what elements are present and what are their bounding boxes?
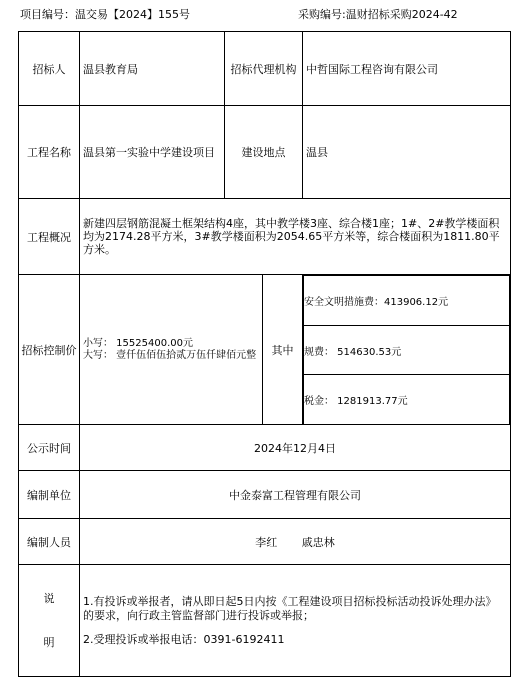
agency-label: 招标代理机构 [225,32,303,106]
note-item-2: 2.受理投诉或举报电话：0391-6192411 [83,632,285,646]
purchase-number: 采购编号:温财招标采购2024-42 [298,8,458,21]
project-number: 项目编号：温交易【2024】155号 [20,8,190,21]
regulation-fee: 规费： 514630.53元 [304,326,510,375]
row-overview [19,199,511,275]
row-project-name [19,106,511,199]
tenderer-label: 招标人 [19,32,80,106]
agency-value: 中哲国际工程咨询有限公司 [303,32,511,106]
control-price-label: 招标控制价 [19,275,80,425]
tender-info-table [18,31,511,677]
overview-value: 新建四层钢筋混凝土框架结构4座，其中教学楼3座、综合楼1座；1#、2#教学楼面积均为2174.28平方米，3#教学楼面积为2054.65平方米等，综合楼面积为1811.80平方米。 [80,199,511,275]
location-label: 建设地点 [225,106,303,199]
fee-breakdown-table [303,275,510,424]
notes-label [19,565,80,677]
tax-amount: 税金： 1281913.77元 [304,375,510,424]
publicity-label: 公示时间 [19,425,80,471]
notes-label-char-2: 明 [43,635,55,649]
compiler-value: 中金泰富工程管理有限公司 [80,471,511,519]
row-publicity [19,425,511,471]
safety-fee: 安全文明措施费：413906.12元 [304,276,510,326]
fee-breakdown [303,275,511,425]
staff-label: 编制人员 [19,519,80,565]
project-name-value: 温县第一实验中学建设项目 [80,106,225,199]
staff-value: 李红 戚忠林 [80,519,511,565]
compiler-label: 编制单位 [19,471,80,519]
row-notes [19,565,511,677]
row-staff [19,519,511,565]
note-item-1: 1.有投诉或举报者，请从即日起5日内按《工程建设项目招标投标活动投诉处理办法》的要求，向行政主管监督部门进行投诉或举报； [83,594,497,622]
tenderer-value: 温县教育局 [80,32,225,106]
notes-label-char-1: 说 [43,591,55,605]
among-label: 其中 [263,275,303,425]
publicity-value: 2024年12月4日 [80,425,511,471]
row-control-price [19,275,511,425]
row-compiler [19,471,511,519]
control-price-small: 小写： 15525400.00元 [83,337,193,349]
row-tenderer [19,32,511,106]
notes-content [80,565,511,677]
control-price-value [80,275,263,425]
control-price-big: 大写： 壹仟伍佰伍拾贰万伍仟肆佰元整 [83,349,257,361]
project-name-label: 工程名称 [19,106,80,199]
location-value: 温县 [303,106,511,199]
overview-label: 工程概况 [19,199,80,275]
